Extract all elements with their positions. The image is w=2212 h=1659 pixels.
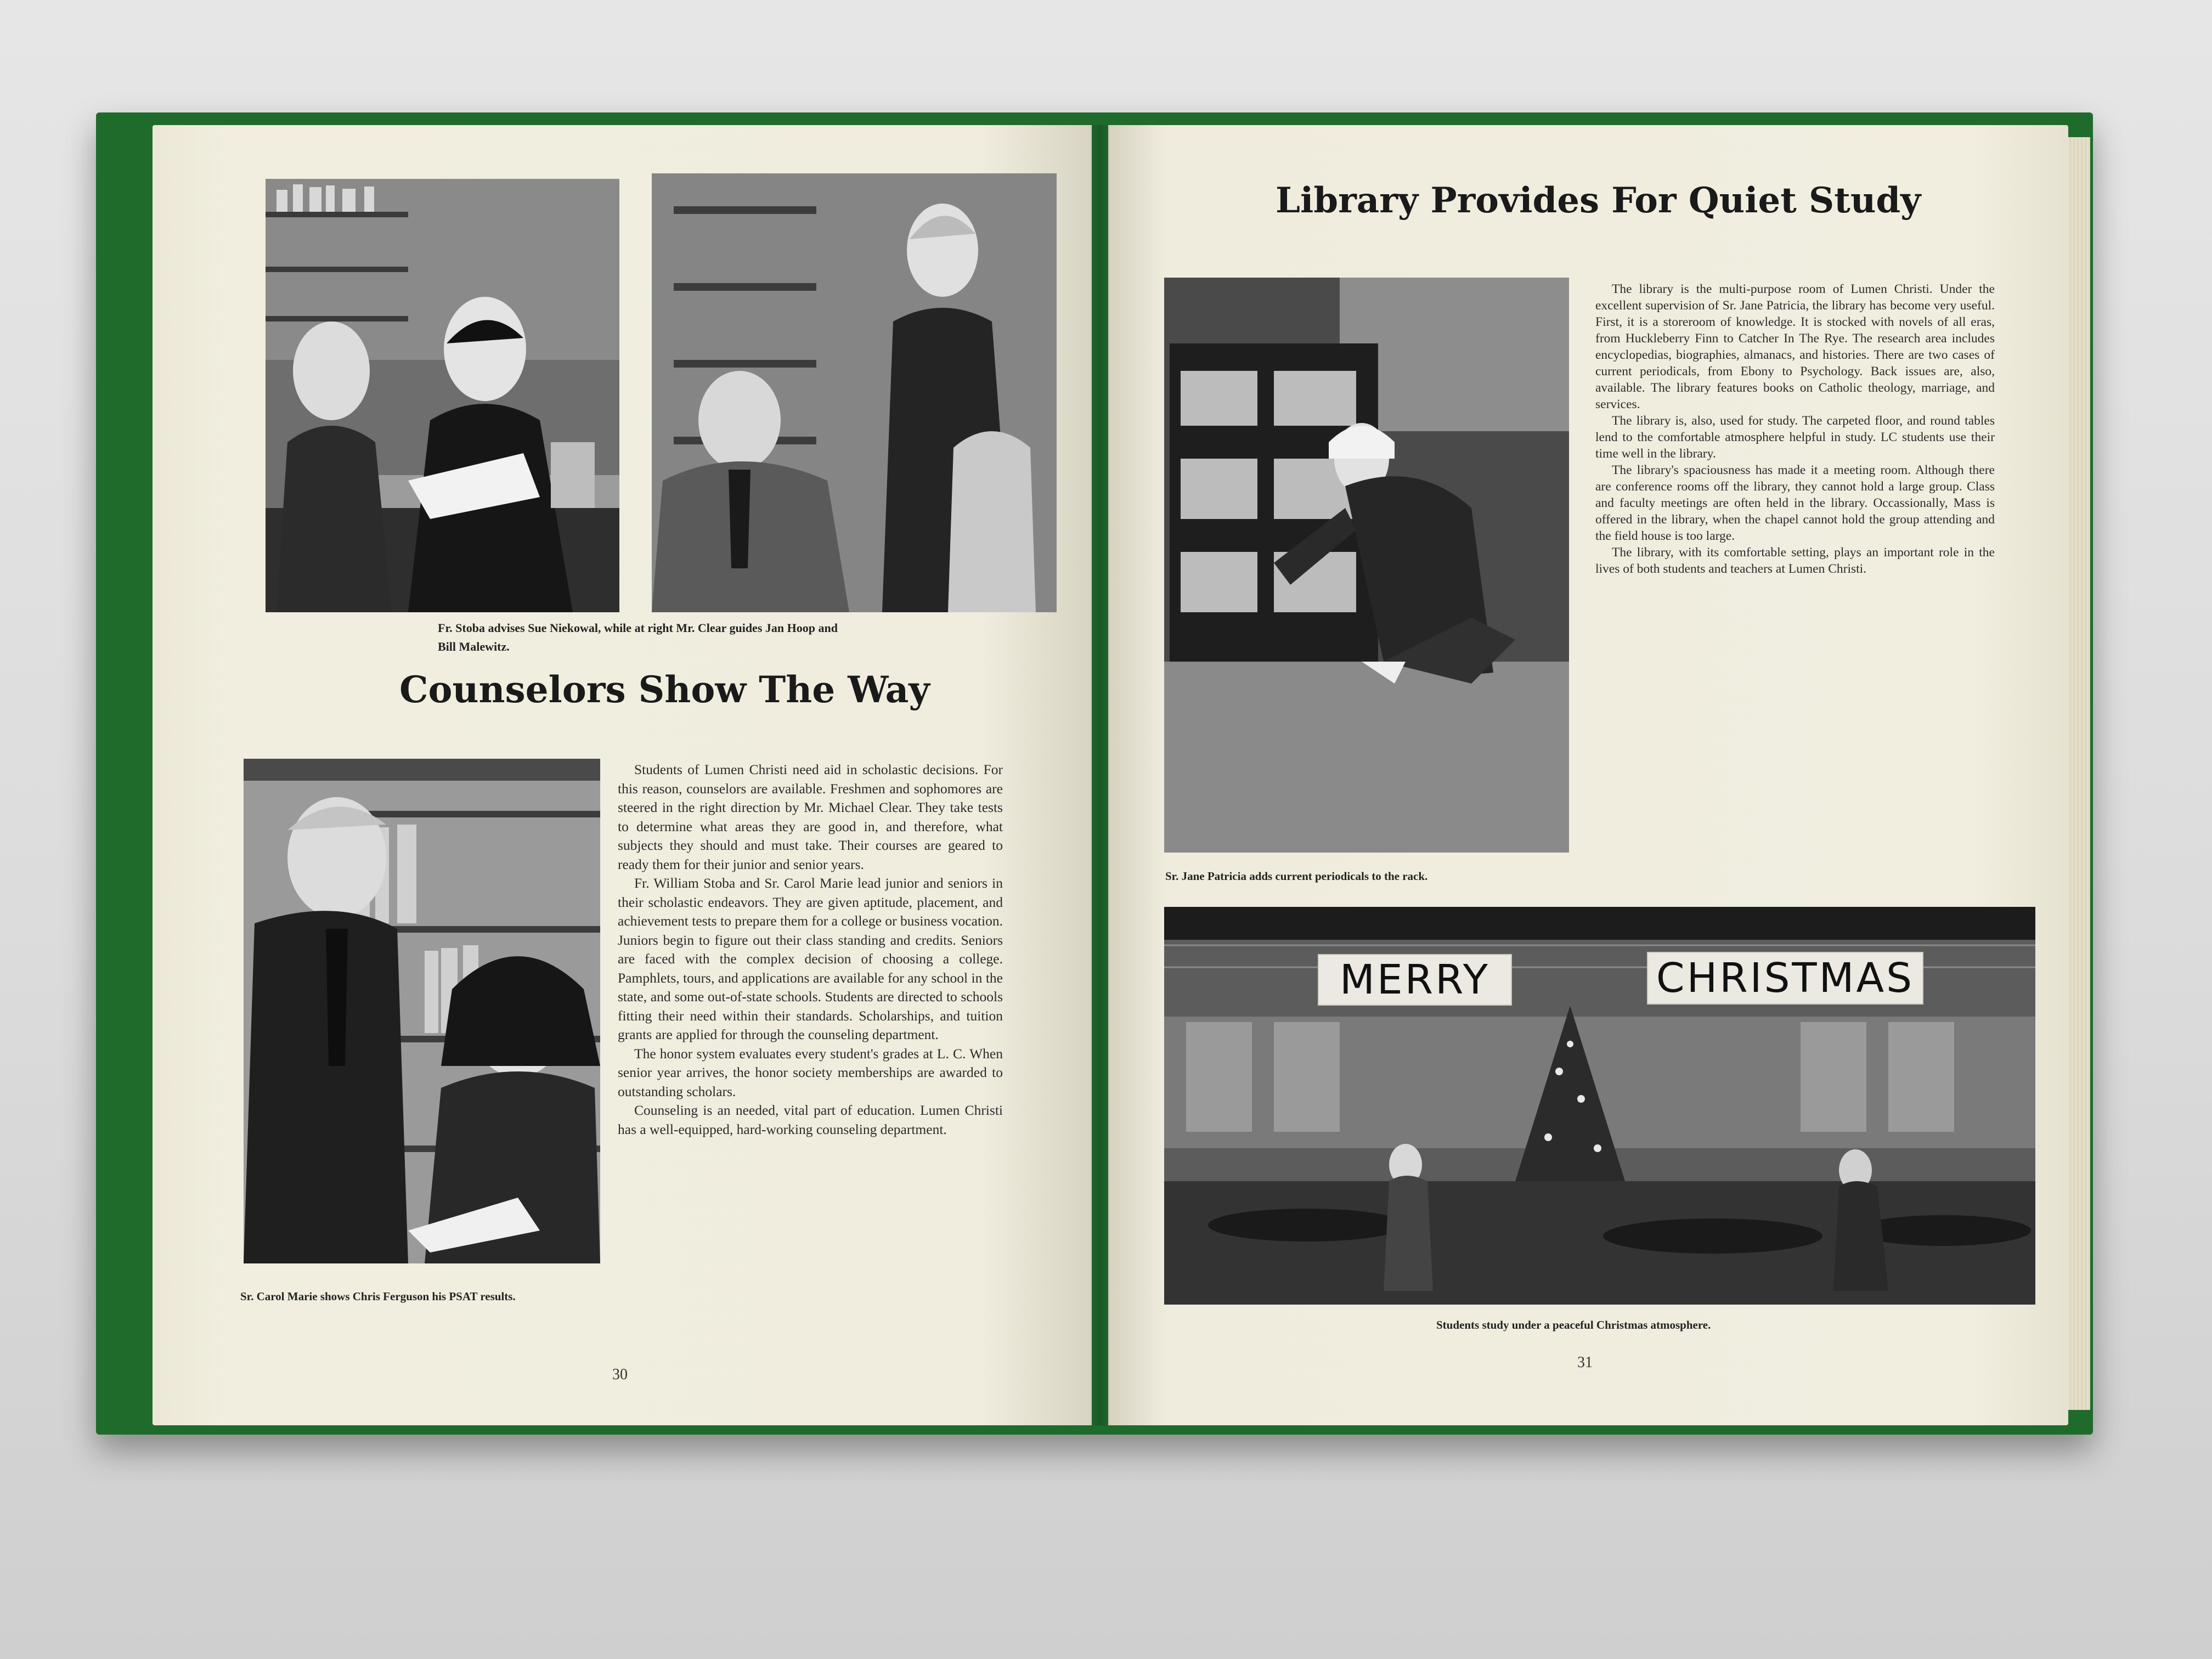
library-body <box>1595 281 1995 577</box>
left-page <box>153 125 1092 1425</box>
photo-sr-jane-patricia <box>1164 278 1569 853</box>
right-page <box>1108 125 2068 1425</box>
christmas-caption: Students study under a peaceful Christmas atmosphere. <box>1436 1318 1711 1331</box>
paragraph: The library's spaciousness has made it a meeting room. Although there are conference rooms off the library, they cannot hold a large group. Class and faculty meetings are often held in the library. Occassionally, Mass is offered in the library, when the chapel cannot hold the group attending and the field house is too large. <box>1595 463 1995 543</box>
page-number: 30 <box>612 1366 628 1383</box>
photo2-caption: Sr. Carol Marie shows Chris Ferguson his PSAT results. <box>240 1290 516 1303</box>
paragraph: The library, with its comfortable setting, plays an important role in the lives of both students and teachers at Lumen Christi. <box>1595 545 1995 576</box>
photo-mr-clear <box>652 173 1057 612</box>
counselors-heading: Counselors Show The Way <box>399 668 930 711</box>
paragraph: The honor system evaluates every student's grades at L. C. When senior year arrives, the honor society memberships are awarded to outstanding scholars. <box>618 1045 1003 1099</box>
photo-christmas-library <box>1164 907 2035 1305</box>
christmas-sign: CHRISTMAS <box>1647 952 1923 1005</box>
photo1-caption: Fr. Stoba advises Sue Niekowal, while at right Mr. Clear guides Jan Hoop and Bill Malewitz. <box>438 621 838 653</box>
page-edges <box>2068 137 2090 1410</box>
paragraph: Fr. William Stoba and Sr. Carol Marie lead junior and seniors in their scholastic endeavors. They are given aptitude, placement, and achievement tests to prepare them for a college or business vocation. Juniors begin to figure out their class standing and credits. Seniors are faced with the complex decision of choosing a college. Pamphlets, tours, and applications are available for any school in the state, and some out-of-state schools. Students are directed to schools fitting their need within their standards. Scholarships, and tuition grants are applied for through the counseling department. <box>618 875 1003 1042</box>
book-gutter <box>1089 125 1111 1425</box>
sr-jane-caption: Sr. Jane Patricia adds current periodicals to the rack. <box>1165 870 1428 883</box>
paragraph: Counseling is an needed, vital part of education. Lumen Christi has a well-equipped, hard-working counseling department. <box>618 1102 1003 1137</box>
page-number: 31 <box>1577 1354 1593 1371</box>
paragraph: Students of Lumen Christi need aid in scholastic decisions. For this reason, counselors are available. Freshmen and sophomores are steered in the right direction by Mr. Michael Clear. They take tests to determine what areas they are good in, and therefore, what subjects they should and must take. Their courses are geared to ready them for their junior and senior years. <box>618 761 1003 872</box>
paragraph: The library is, also, used for study. The carpeted floor, and round tables lend to the comfortable atmosphere helpful in study. LC students use their time well in the library. <box>1595 414 1995 461</box>
paragraph: The library is the multi-purpose room of Lumen Christi. Under the excellent supervision of Sr. Jane Patricia, the library has become very useful. First, it is a storeroom of knowledge. It is stocked with novels of all eras, from Huckleberry Finn to Catcher In The Rye. The research area includes encyclopedias, biographies, almanacs, and histories. There are two cases of current periodicals, from Ebony to Psychology. Back issues are, also, available. The library features books on Catholic theology, marriage, and services. <box>1595 282 1995 411</box>
merry-sign: MERRY <box>1318 954 1512 1006</box>
library-heading: Library Provides For Quiet Study <box>1276 180 1921 221</box>
photo-fr-stoba <box>266 179 619 612</box>
photo-sr-carol-marie <box>244 759 600 1263</box>
counselors-body <box>618 760 1003 1139</box>
